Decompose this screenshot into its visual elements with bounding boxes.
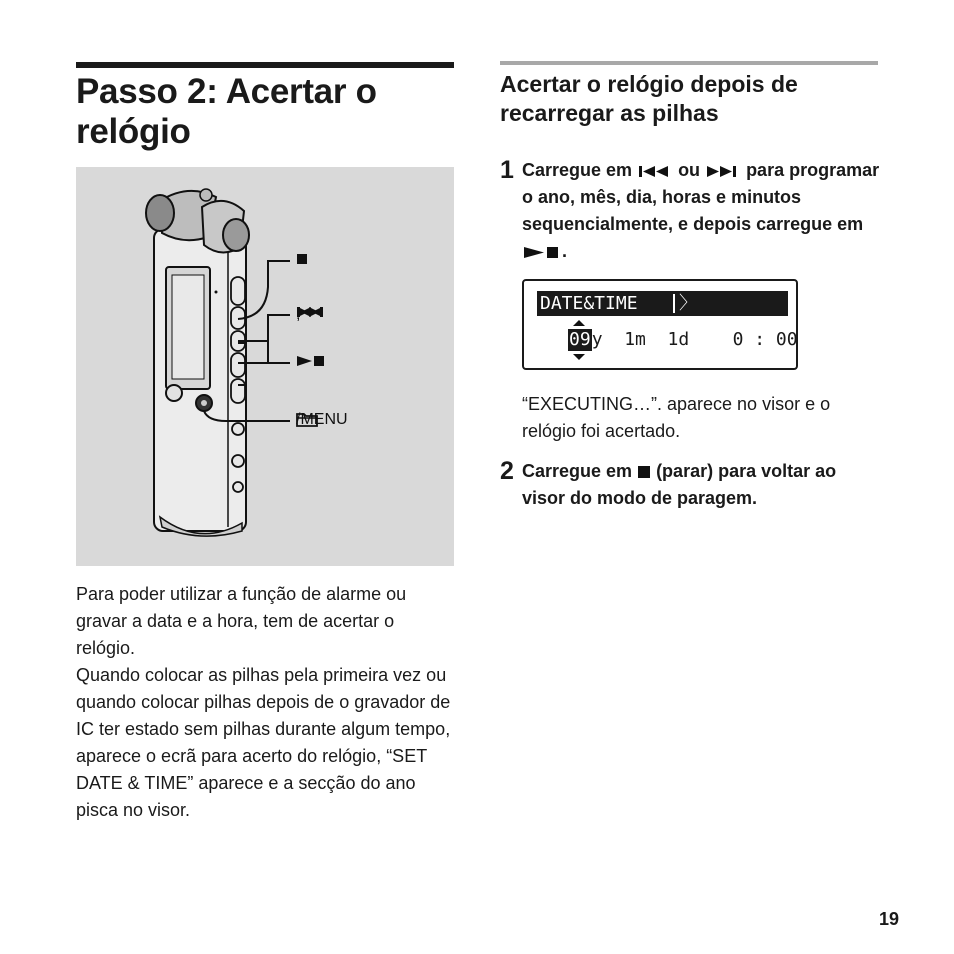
executing-note: “EXECUTING…”. aparece no visor e o relógio foi acertado. <box>522 394 831 441</box>
display-header-bar <box>537 291 788 316</box>
display-arrow: 〉 <box>679 293 697 314</box>
play-stop-icon <box>296 355 326 367</box>
step-2-text: Carregue em (parar) para voltar ao visor do modo de paragem. <box>522 461 837 508</box>
step-1-number: 1 <box>500 156 514 184</box>
display-values-row <box>568 329 798 351</box>
display-header-separator <box>673 294 675 313</box>
page-title: Passo 2: Acertar o relógio <box>76 72 377 151</box>
page-number: 19 <box>879 909 900 929</box>
stop-icon <box>296 253 308 265</box>
next-track-icon <box>705 164 741 178</box>
label-prev-next <box>296 306 300 324</box>
display-year: 09 <box>569 329 591 350</box>
previous-track-icon <box>637 164 673 178</box>
intro-paragraph-2: Quando colocar as pilhas pela primeira vez ou quando colocar pilhas depois de o gravador de IC ter estado sem pilhas durante algum tempo, aparece o ecrã para acerto do relógio, “SET DATE & TIME” aparece e a secção do ano pisca no visor. <box>76 665 451 820</box>
play-stop-icon <box>522 245 562 259</box>
down-arrow-icon <box>572 353 586 361</box>
next-track-icon <box>296 306 324 318</box>
step-1-text: Carregue em ou para programar o ano, mês, dia, horas e minutos sequencialmente, e depois carregue em . <box>522 160 880 261</box>
ic-recorder-drawing <box>76 167 454 566</box>
title-rule-left <box>76 62 454 68</box>
display-rest: y 1m 1d 0 : 00 <box>591 329 798 350</box>
label-menu: /MENU <box>296 411 348 428</box>
intro-text <box>76 581 458 824</box>
title-rule-right <box>500 61 878 65</box>
step-2-number: 2 <box>500 457 514 485</box>
date-time-display <box>522 279 798 370</box>
intro-paragraph-1: Para poder utilizar a função de alarme ou gravar a data e a hora, tem de acertar o relógio. <box>76 584 407 658</box>
recorder-illustration <box>76 167 454 566</box>
display-header-text: DATE&TIME <box>540 293 638 314</box>
up-arrow-icon <box>572 319 586 327</box>
stop-icon <box>637 465 651 479</box>
folder-icon <box>296 411 318 427</box>
section-title: Acertar o relógio depois de recarregar as pilhas <box>500 71 798 126</box>
